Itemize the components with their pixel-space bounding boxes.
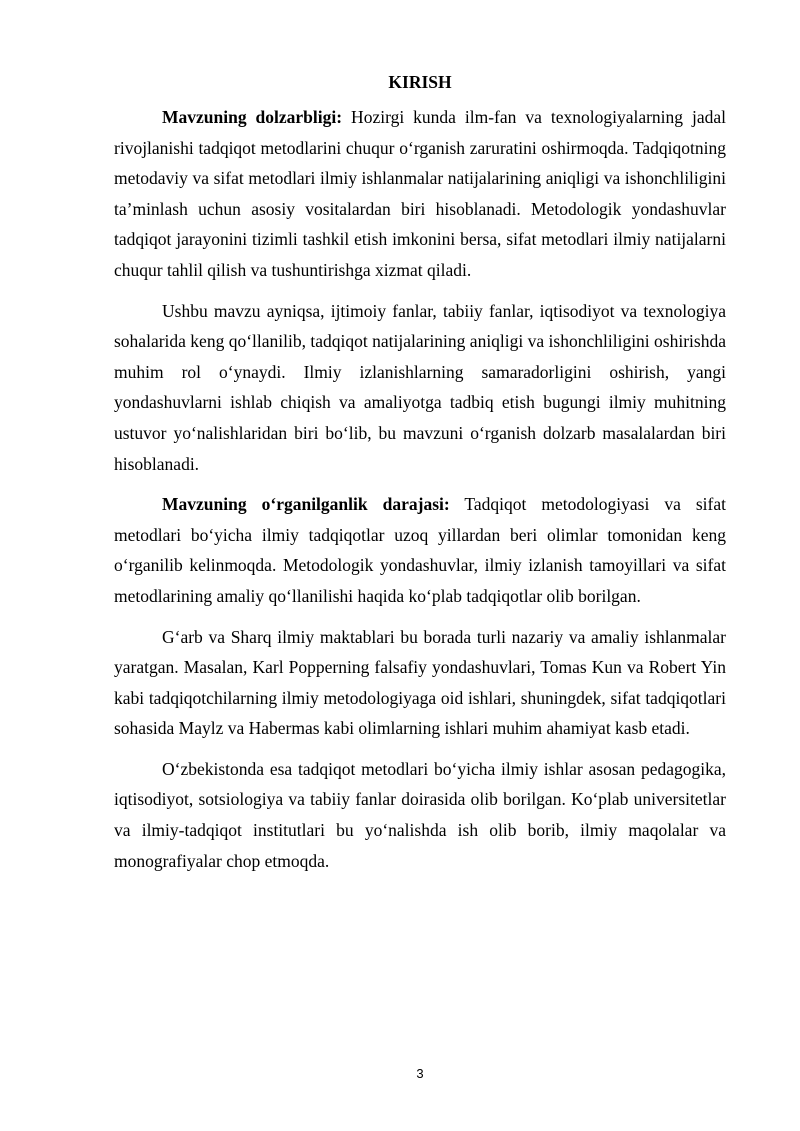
paragraph-schools [114, 622, 726, 744]
section-heading: KIRISH [388, 72, 452, 92]
paragraph-importance [114, 296, 726, 480]
paragraph-lead: Mavzuning dolzarbligi: [162, 107, 343, 127]
paragraph-text: O‘zbekistonda esa tadqiqot metodlari bo‘yicha ilmiy ishlar asosan pedagogika, iqtisodiyot, sotsiologiya va tabiiy fanlar doirasida olib borilgan. Ko‘plab universitetlar va ilmiy-tadqiqot institutlari bu yo‘nalishda ish olib borib, ilmiy maqolalar va monografiyalar chop etmoqda. [114, 758, 726, 871]
paragraph-text: G‘arb va Sharq ilmiy maktablari bu borada turli nazariy va amaliy ishlanmalar yaratgan. Masalan, Karl Popperning falsafiy yondashuvlari, Tomas Kun va Robert Yin kabi tadqiqotchilarning ilmiy metodologiyaga oid ishlari, shuningdek, sifat tadqiqotlari sohasida Maylz va Habermas kabi olimlarning ishlari muhim ahamiyat kasb etadi. [114, 626, 726, 739]
page-number: 3 [416, 1066, 424, 1081]
document-page [114, 72, 726, 886]
paragraph-study-level [114, 489, 726, 611]
paragraph-text: Tadqiqot metodologiyasi va sifat metodlari bo‘yicha ilmiy tadqiqotlar uzoq yillardan beri olimlar tomonidan keng o‘rganilib kelinmoqda. Metodologik yondashuvlar, ilmiy izlanish tamoyillari va sifat metodlarining amaliy qo‘llanilishi haqida ko‘plab tadqiqotlar olib borilgan. [114, 494, 726, 606]
paragraph-text: Hozirgi kunda ilm-fan va texnologiyalarning jadal rivojlanishi tadqiqot metodlarini chuqur o‘rganish zaruratini oshirmoqda. Tadqiqotning metodaviy va sifat metodlari ilmiy ishlanmalar natijalarining aniqligi va ishonchliligini ta’minlash uchun asosiy vositalardan biri hisoblanadi. Metodologik yondashuvlar tadqiqot jarayonini tizimli tashkil etish imkonini bersa, sifat metodlari ilmiy natijalarni chuqur tahlil qilish va tushuntirishga xizmat qiladi. [114, 107, 726, 280]
paragraph-uzbekistan [114, 754, 726, 876]
paragraph-lead: Mavzuning o‘rganilganlik darajasi: [162, 494, 450, 515]
paragraph-text: Ushbu mavzu ayniqsa, ijtimoiy fanlar, tabiiy fanlar, iqtisodiyot va texnologiya sohalarida keng qo‘llanilib, tadqiqot natijalarining aniqligi va ishonchliligini oshirishda muhim rol o‘ynaydi. Ilmiy izlanishlarning samaradorligini oshirish, yangi yondashuvlarni ishlab chiqish va amaliyotga tadbiq etish bugungi ilmiy muhitning ustuvor yo‘nalishlaridan biri bo‘lib, bu mavzuni o‘rganish dolzarb masalalardan biri hisoblanadi. [114, 300, 726, 474]
paragraph-relevance [114, 102, 726, 286]
